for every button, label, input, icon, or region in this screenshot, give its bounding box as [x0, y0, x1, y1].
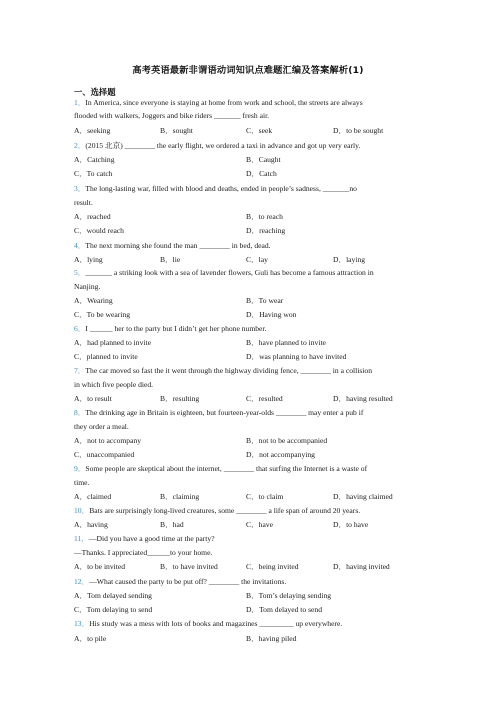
question-number: 4．: [74, 241, 86, 250]
question-number: 3．: [74, 184, 86, 193]
question-text: —Did you have a good time at the party?: [88, 534, 215, 543]
answer-option[interactable]: A．seeking: [74, 126, 111, 135]
answer-option[interactable]: D．having invited: [333, 562, 390, 571]
question-8-stem-line: [74, 422, 426, 431]
question-number: 5．: [74, 268, 86, 277]
question-3-stem-line: [74, 198, 426, 207]
answer-option[interactable]: B．having piled: [246, 634, 297, 643]
answer-option[interactable]: D．not accompanying: [246, 450, 315, 459]
answer-option[interactable]: A．lying: [74, 255, 103, 264]
question-text: they order a meal.: [74, 422, 129, 431]
question-number: 8．: [74, 408, 86, 417]
answer-option[interactable]: B．sought: [160, 126, 193, 135]
question-text: —What caused the party to be put off? ________ the invitations.: [89, 577, 287, 586]
answer-option[interactable]: A．Wearing: [74, 296, 113, 305]
question-text: (2015 北京) ________ the early flight, we ordered a taxi in advance and got up very early.: [85, 141, 361, 150]
question-13-stem-line: [74, 619, 426, 628]
section-heading: 一、选择题: [74, 87, 116, 97]
answer-option[interactable]: C．would reach: [74, 226, 124, 235]
answer-option[interactable]: B．to have invited: [160, 562, 218, 571]
answer-option[interactable]: B．had: [160, 520, 184, 529]
question-number: 1．: [74, 98, 86, 107]
answer-option[interactable]: A．to be invited: [74, 562, 126, 571]
answer-option[interactable]: B．Caught: [246, 155, 281, 164]
answer-option[interactable]: D．reaching: [246, 226, 286, 235]
answer-option[interactable]: C．to claim: [246, 492, 284, 501]
question-8-stem-line: [74, 408, 426, 417]
question-6-stem-line: [74, 324, 426, 333]
question-text: time.: [74, 478, 90, 487]
question-number: 10．: [74, 506, 90, 515]
answer-option[interactable]: B．claiming: [160, 492, 200, 501]
question-text: _______ a striking look with a sea of lavender flowers, Guli has become a famous attraction in: [85, 268, 374, 277]
question-11-stem-line: [74, 534, 426, 543]
question-7-stem-line: [74, 380, 426, 389]
answer-option[interactable]: B．To wear: [246, 296, 284, 305]
answer-option[interactable]: C．resulted: [246, 394, 283, 403]
answer-option[interactable]: C．planned to invite: [74, 352, 138, 361]
question-3-stem-line: [74, 184, 426, 193]
answer-option[interactable]: B．lie: [160, 255, 181, 264]
answer-option[interactable]: B．resulting: [160, 394, 200, 403]
question-11-stem-line: [74, 548, 426, 557]
question-number: 6．: [74, 324, 86, 333]
answer-option[interactable]: D．Having won: [246, 310, 297, 319]
question-9-stem-line: [74, 464, 426, 473]
question-5-stem-line: [74, 268, 426, 277]
answer-option[interactable]: A．Catching: [74, 155, 115, 164]
question-text: in which five people died.: [74, 380, 154, 389]
answer-option[interactable]: D．was planning to have invited: [246, 352, 347, 361]
answer-option[interactable]: A．to result: [74, 394, 112, 403]
answer-option[interactable]: D．to be sought: [333, 126, 384, 135]
question-number: 11．: [74, 534, 89, 543]
answer-option[interactable]: A．Tom delayed sending: [74, 591, 152, 600]
question-5-stem-line: [74, 282, 426, 291]
question-number: 9．: [74, 464, 86, 473]
question-text: Some people are skeptical about the internet, ________ that surfing the Internet is a waste of: [85, 464, 368, 473]
answer-option[interactable]: A．having: [74, 520, 108, 529]
question-7-stem-line: [74, 366, 426, 375]
answer-option[interactable]: C．lay: [246, 255, 268, 264]
question-1-stem-line: [74, 111, 426, 120]
answer-option[interactable]: B．have planned to invite: [246, 338, 326, 347]
answer-option[interactable]: C．seek: [246, 126, 273, 135]
question-1-stem-line: [74, 98, 426, 107]
answer-option[interactable]: B．Tom’s delaying sending: [246, 591, 332, 600]
answer-option[interactable]: A．claimed: [74, 492, 112, 501]
question-text: —Thanks. I appreciated______to your home.: [74, 548, 213, 557]
question-10-stem-line: [74, 506, 426, 515]
question-text: flooded with walkers, Joggers and bike riders _______ fresh air.: [74, 111, 270, 120]
answer-option[interactable]: C．To catch: [74, 169, 113, 178]
answer-option[interactable]: D．Tom delayed to send: [246, 605, 323, 614]
question-text: The long-lasting war, filled with blood and deaths, ended in people’s sadness, _______no: [85, 184, 357, 193]
question-2-stem-line: [74, 141, 426, 150]
answer-option[interactable]: A．not to accompany: [74, 436, 142, 445]
answer-option[interactable]: D．Catch: [246, 169, 277, 178]
answer-option[interactable]: A．to pile: [74, 634, 107, 643]
answer-option[interactable]: D．to have: [333, 520, 369, 529]
question-text: The drinking age in Britain is eighteen, but fourteen-year-olds ________ may enter a pub if: [85, 408, 364, 417]
question-number: 2．: [74, 141, 86, 150]
answer-option[interactable]: D．having resulted: [333, 394, 393, 403]
question-number: 13．: [74, 619, 90, 628]
answer-option[interactable]: A．had planned to invite: [74, 338, 151, 347]
question-number: 12．: [74, 577, 90, 586]
question-12-stem-line: [74, 577, 426, 586]
question-text: result.: [74, 198, 93, 207]
answer-option[interactable]: B．not to be accompanied: [246, 436, 328, 445]
answer-option[interactable]: C．Tom delaying to send: [74, 605, 153, 614]
question-9-stem-line: [74, 478, 426, 487]
answer-option[interactable]: A．reached: [74, 212, 111, 221]
answer-option[interactable]: C．unaccompanied: [74, 450, 135, 459]
answer-option[interactable]: C．have: [246, 520, 273, 529]
question-text: Bats are surprisingly long-lived creatures, some ________ a life span of around 20 years.: [89, 506, 361, 515]
question-text: Nanjing.: [74, 282, 101, 291]
question-4-stem-line: [74, 241, 426, 250]
answer-option[interactable]: D．laying: [333, 255, 366, 264]
question-text: The next morning she found the man ________ in bed, dead.: [85, 241, 271, 250]
question-text: His study was a mess with lots of books and magazines _________ up everywhere.: [89, 619, 343, 628]
answer-option[interactable]: D．having claimed: [333, 492, 393, 501]
question-number: 7．: [74, 366, 86, 375]
page-title: 高考英语最新非谓语动词知识点难题汇编及答案解析(1): [132, 65, 364, 76]
question-text: The car moved so fast the it went through the highway dividing fence, ________ in a collision: [85, 366, 372, 375]
answer-option[interactable]: C．being invited: [246, 562, 299, 571]
question-text: In America, since everyone is staying at home from work and school, the streets are always: [85, 98, 363, 107]
question-text: I ______ her to the party but I didn’t get her phone number.: [85, 324, 267, 333]
answer-option[interactable]: C．To be wearing: [74, 310, 130, 319]
answer-option[interactable]: B．to reach: [246, 212, 283, 221]
